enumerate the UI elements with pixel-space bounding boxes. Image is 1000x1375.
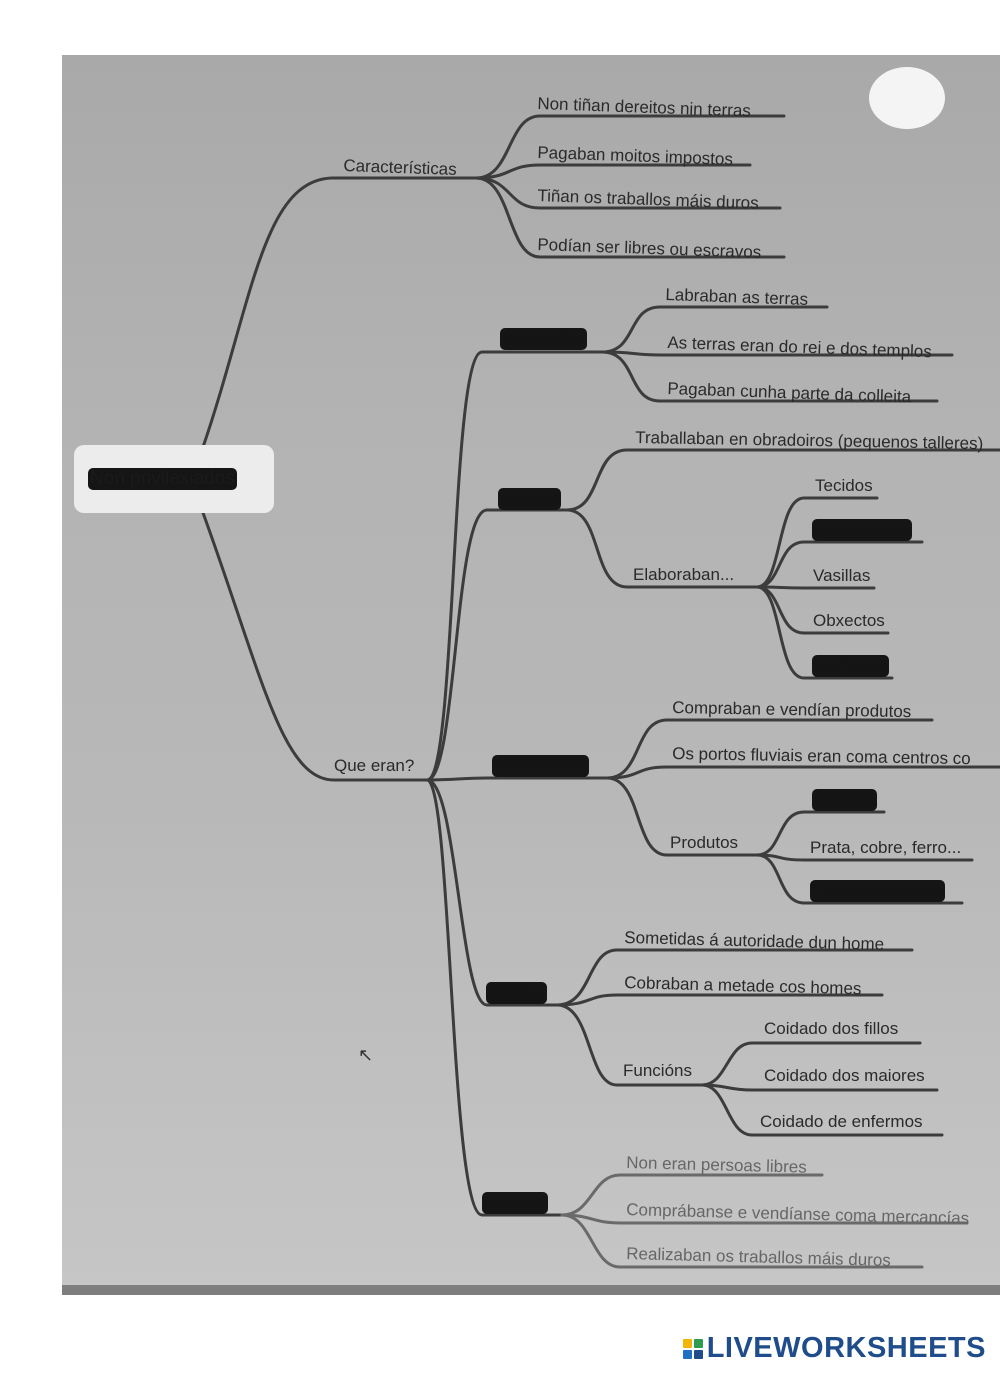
category-escravos: Escravos (482, 1192, 548, 1214)
caracteristicas-item: Podían ser libres ou escravos (537, 235, 762, 262)
caracteristicas-item: Pagaban moitos impostos (537, 143, 734, 169)
category-mulleres: Mulleres (486, 982, 547, 1004)
elaboraban-item: Tecidos (815, 476, 873, 495)
campesinos-item: Labraban as terras (665, 285, 809, 309)
branch-line (427, 352, 602, 780)
comerciantes-item: Os portos fluviais eran coma centros co (672, 744, 971, 769)
produtos-item: Madeira (814, 790, 876, 809)
mulleres-item: Cobraban a metade cos homes (624, 973, 862, 999)
branch-line (567, 450, 1000, 510)
root-label: Non privilexiados (90, 468, 235, 489)
branch-line-que-eran (202, 510, 427, 780)
funcions-item: Coidado de enfermos (760, 1112, 923, 1131)
elaboraban-item: Obxectos (813, 611, 885, 630)
liveworksheets-logo (683, 1332, 986, 1365)
artesans-item: Traballaban en obradoiros (pequenos talleres) (635, 428, 984, 454)
branch-que-eran: Que eran? (334, 756, 415, 775)
category-comerciantes: Comerciantes (492, 755, 589, 777)
elaboraban-item: Perfumes (814, 656, 887, 675)
funcions-item: Coidado dos fillos (764, 1019, 899, 1038)
artesans-item: Elaboraban... (633, 565, 735, 584)
logo-square (694, 1350, 703, 1359)
escravos-item: Non eran persoas libres (626, 1153, 807, 1177)
branch-line-caracteristicas (202, 178, 476, 450)
logo-square (683, 1350, 692, 1359)
root-node (74, 445, 274, 513)
category-artesans: Artesáns (498, 488, 561, 510)
campesinos-item: Pagaban cunha parte da colleita (667, 379, 912, 407)
mulleres-item: Funcións (623, 1061, 692, 1080)
brand-name: LIVEWORKSHEETS (706, 1332, 986, 1364)
logo-grid-icon (683, 1339, 703, 1359)
mouse-pointer-icon: ↖ (358, 1045, 374, 1065)
mulleres-item: Sometidas á autoridade dun home (624, 928, 885, 954)
branch-caracteristicas: Características (343, 156, 458, 179)
logo-square (683, 1339, 692, 1348)
campesinos-item: As terras eran do rei e dos templos (667, 333, 933, 362)
category-campesinos: Campesiños (500, 328, 587, 350)
produtos-item: Pedras preciosas (812, 881, 944, 900)
comerciantes-item: Produtos (670, 833, 739, 852)
elaboraban-item: Ferramentas (814, 520, 911, 539)
branch-line (427, 778, 607, 780)
branch-line (757, 587, 874, 588)
produtos-item: Prata, cobre, ferro... (810, 838, 962, 857)
caracteristicas-item: Non tiñan dereitos nin terras (537, 94, 752, 121)
elaboraban-item: Vasillas (813, 566, 871, 585)
escravos-item: Comprábanse e vendíanse coma mercancías (626, 1200, 970, 1228)
escravos-item: Realizaban os traballos máis duros (626, 1244, 892, 1270)
scanned-worksheet-page (62, 55, 1000, 1295)
funcions-item: Coidado dos maiores (764, 1066, 925, 1085)
comerciantes-item: Compraban e vendían produtos (672, 698, 912, 722)
caracteristicas-item: Tiñan os traballos máis duros (537, 186, 760, 213)
logo-square (694, 1339, 703, 1348)
